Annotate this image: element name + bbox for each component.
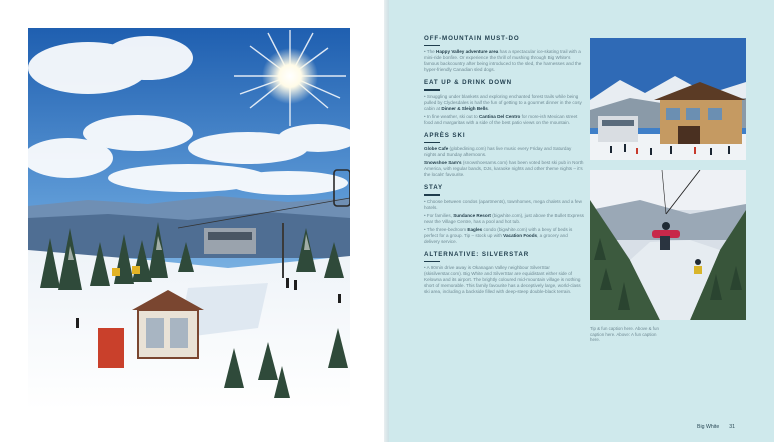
section-paragraph: Globe Cafe (globedining.com) has live music every Friday and Saturday nights and Sunday afternoons.	[424, 146, 572, 158]
section-paragraph: • For families, Sundance Resort (bigwhite.com), just above the Bullet Express near the Village Centre, has a pool and hot tub.	[424, 212, 584, 224]
section-apres-ski	[424, 132, 584, 178]
section-paragraph: • A 90min drive away is Okanagan Valley neighbour SilverStar (skisilverstar.com). Big White and SilverStar are equidistant either side of Kelowna and its airport. The brightly coloured mid-mountain village is nothing short of memorable. This family favourite has a deceptively large, world-class ski area, including a backside filled with deep-steep double-black terrain.	[424, 264, 581, 294]
heading-rule	[424, 45, 440, 46]
lodge-photo	[590, 38, 746, 160]
section-heading: EAT UP & DRINK DOWN	[424, 79, 513, 87]
section-heading: ALTERNATIVE: SILVERSTAR	[424, 250, 530, 258]
heading-rule	[424, 142, 440, 143]
section-paragraph: • Choose between condos (apartments), townhomes, mega chalets and a few hotels.	[424, 198, 582, 210]
page-number: 31	[729, 424, 735, 430]
heading-rule	[424, 89, 440, 90]
ski-resort-photo	[28, 28, 350, 410]
section-heading: APRÈS SKI	[424, 131, 466, 139]
section-silverstar	[424, 251, 584, 295]
photo-caption: Tip & fun caption here. Above & fun caption here. Above: A fun caption here.	[590, 326, 659, 343]
heading-rule	[424, 261, 440, 262]
section-paragraph: • In fine weather, ski out to Cantina Del Centro for more-ish Mexican street food and margaritas with a side of the best patio views on the mountain.	[424, 113, 578, 125]
section-heading: STAY	[424, 184, 444, 192]
section-paragraph: • The Happy Valley adventure area has a spectacular ice-skating trail with a mini-ride bonfire. Or experience the thrill of mushing through Big White's famous backcountry after being introduced to the sled, the harnesses and the hyper-friendly Canadian sled dogs.	[424, 49, 582, 73]
section-paragraph: Snowshoe Sam's (snowshoesams.com) has been voted best ski pub in North America, with regular bands, DJs, karaoke nights and other theme nights – it's the locals' favourite.	[424, 160, 584, 178]
article-text-column	[424, 35, 584, 301]
zipline-photo	[590, 170, 746, 320]
section-paragraph: • The three-bedroom Eagles condo (bigwhite.com) with a bevy of beds is perfect for a group. Tip – stock up with Vacation Foods, a grocery and delivery service.	[424, 226, 573, 244]
section-paragraph: • Snuggling under blankets and exploring enchanted forest trails while being pulled by Clydesdales is half the fun of getting to a gourmet dinner in the cosy cabin at Dinner & Sleigh Bells.	[424, 93, 582, 111]
section-heading: OFF-MOUNTAIN MUST-DO	[424, 35, 520, 42]
page-footer	[697, 424, 735, 430]
heading-rule	[424, 194, 440, 195]
section-name: Big White	[697, 424, 720, 430]
section-off-mountain	[424, 35, 584, 73]
section-eat-drink	[424, 79, 584, 125]
section-stay	[424, 184, 584, 244]
